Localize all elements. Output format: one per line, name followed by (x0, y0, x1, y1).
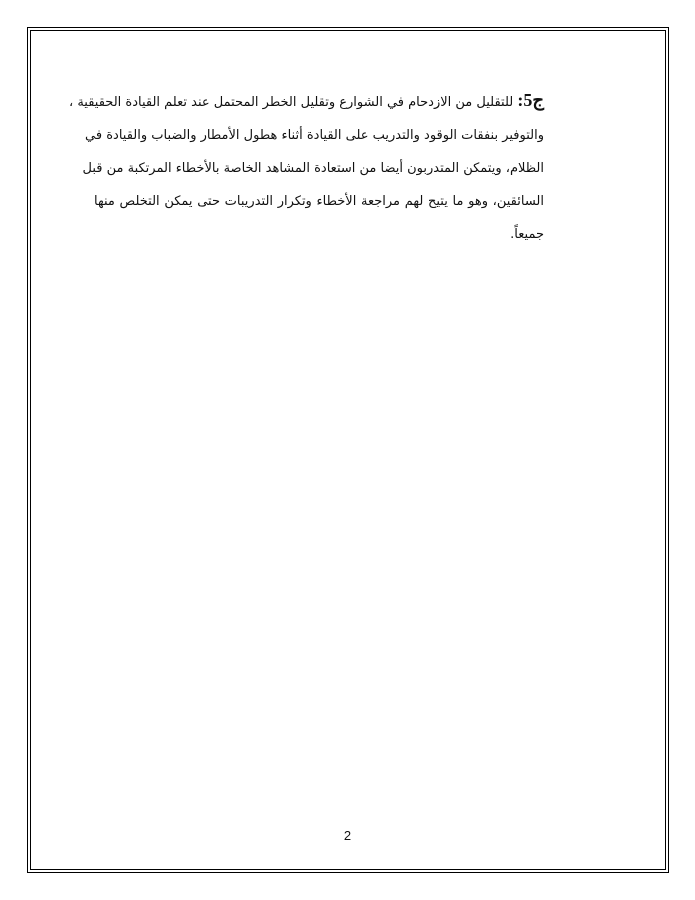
answer-paragraph (69, 84, 544, 251)
answer-line-1 (69, 84, 544, 119)
answer-line-2: والتوفير بنفقات الوقود والتدريب على القيادة أثناء هطول الأمطار والضباب والقيادة في (85, 128, 544, 143)
answer-line-5: جميعاً. (510, 227, 544, 242)
page-number: 2 (343, 828, 352, 843)
answer-label: ج5: (517, 90, 544, 110)
answer-line-4: السائقين، وهو ما يتيح لهم مراجعة الأخطاء وتكرار التدريبات حتى يمكن التخلص منها (94, 194, 544, 209)
answer-line-1-text: للتقليل من الازدحام في الشوارع وتقليل الخطر المحتمل عند تعلم القيادة الحقيقية ، (69, 95, 514, 110)
answer-line-3: الظلام، ويتمكن المتدربون أيضا من استعادة المشاهد الخاصة بالأخطاء المرتكبة من قبل (82, 161, 544, 176)
